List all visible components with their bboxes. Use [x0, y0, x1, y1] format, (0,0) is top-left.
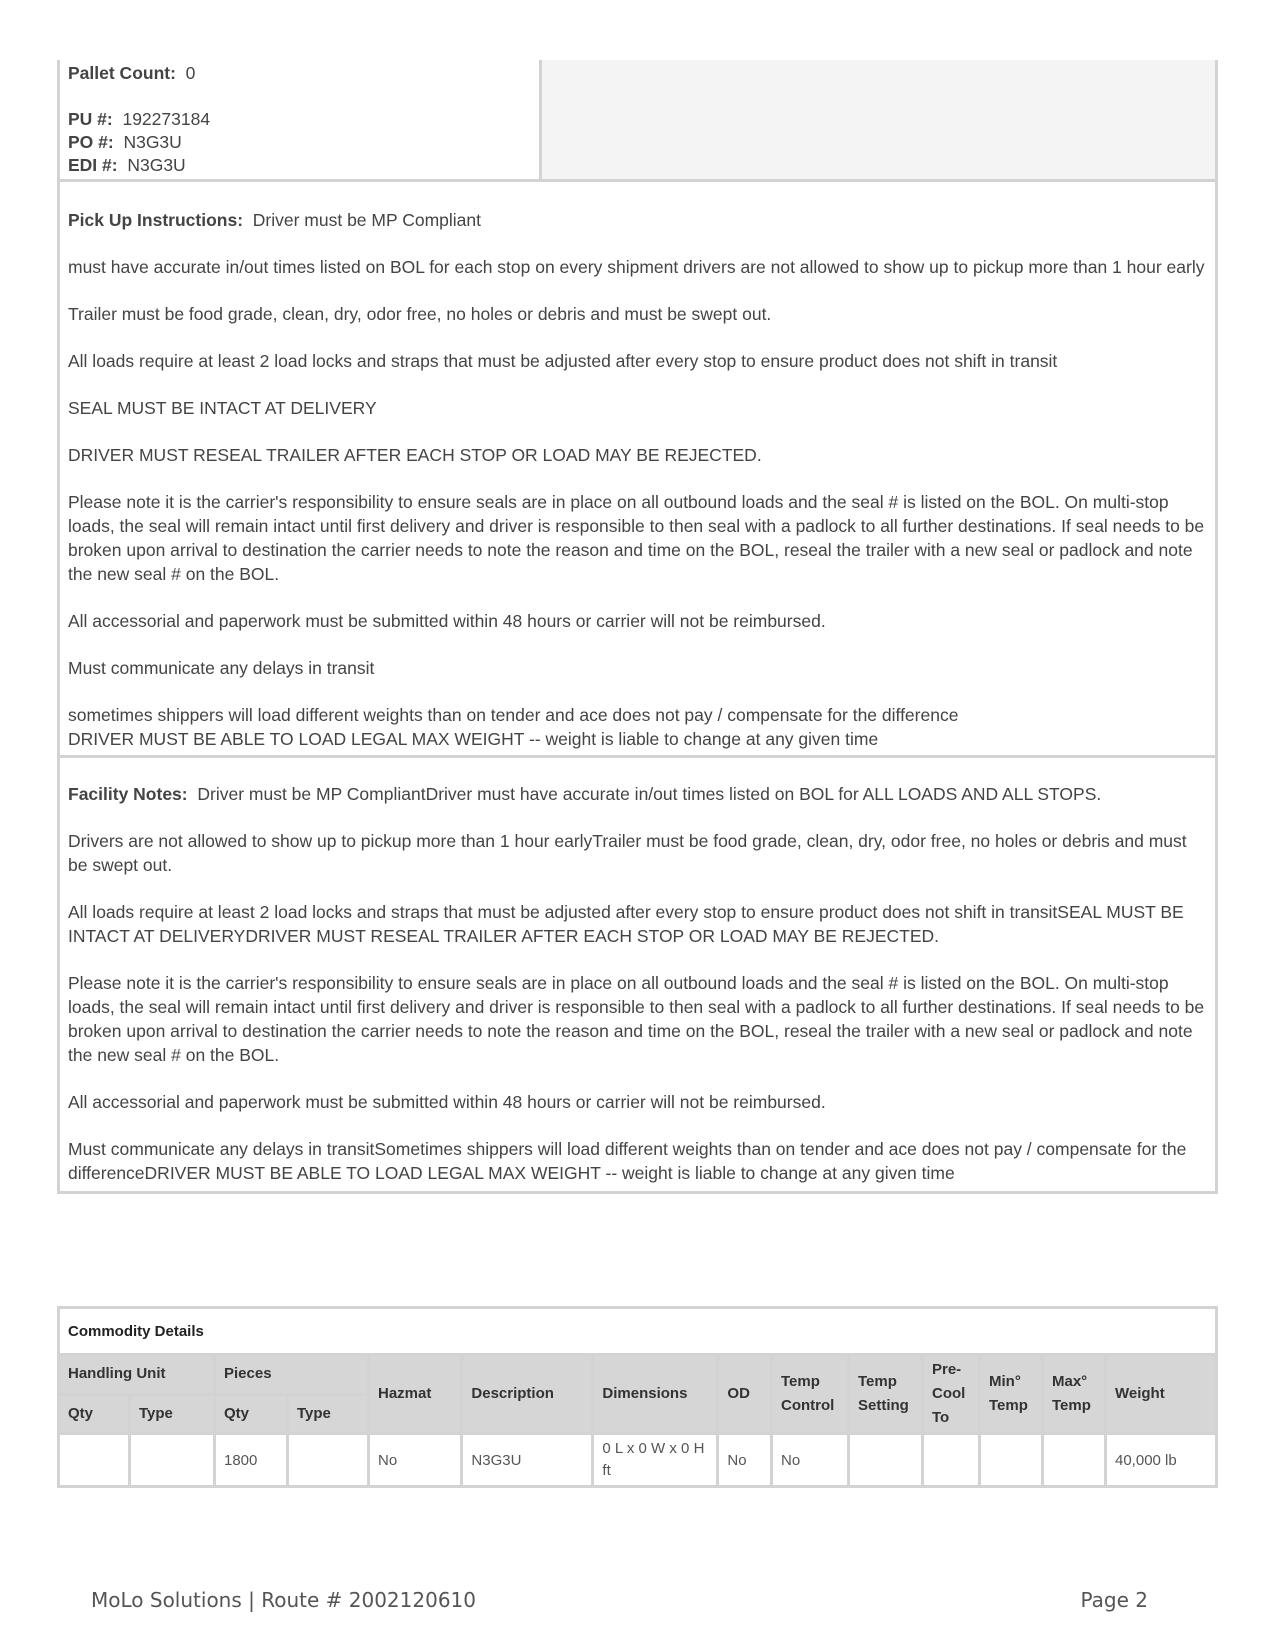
- handling-unit-qty-cell: [59, 1434, 130, 1487]
- pickup-last-paragraph: [68, 703, 1207, 751]
- dimensions-header: Dimensions: [593, 1355, 718, 1434]
- pickup-paragraph: Trailer must be food grade, clean, dry, odor free, no holes or debris and must be swept out.: [68, 304, 772, 324]
- dimensions-cell: 0 L x 0 W x 0 H ft: [593, 1434, 718, 1487]
- pickup-weight-note: sometimes shippers will load different weights than on tender and ace does not pay / compensate for the difference: [68, 705, 959, 725]
- temp-setting-cell: [849, 1434, 923, 1487]
- pickup-instructions-section: [60, 182, 1215, 758]
- shipment-details-box: [57, 60, 1218, 1194]
- od-cell: No: [718, 1434, 772, 1487]
- commodity-details-table: [57, 1306, 1218, 1488]
- pieces-qty-cell: 1800: [215, 1434, 288, 1487]
- weight-cell: 40,000 lb: [1106, 1434, 1217, 1487]
- commodity-details-title: Commodity Details: [59, 1308, 1217, 1355]
- handling-unit-header: Handling Unit: [59, 1355, 215, 1395]
- pickup-instructions-heading: [68, 208, 1207, 232]
- handling-unit-type-cell: [130, 1434, 215, 1487]
- po-number-line: [68, 131, 539, 154]
- pu-number-value: 192273184: [122, 109, 211, 129]
- reference-numbers-row: [60, 60, 1215, 182]
- hazmat-cell: No: [369, 1434, 462, 1487]
- facility-notes-section: [60, 758, 1215, 1191]
- edi-number-value: N3G3U: [127, 155, 186, 175]
- footer-route: MoLo Solutions | Route # 2002120610: [91, 1588, 476, 1612]
- facility-paragraph: Drivers are not allowed to show up to pickup more than 1 hour earlyTrailer must be food grade, clean, dry, odor free, no holes or debris and must be swept out.: [68, 831, 1187, 875]
- facility-notes-first-line: Driver must be MP CompliantDriver must have accurate in/out times listed on BOL for ALL LOADS AND ALL STOPS.: [197, 784, 1102, 804]
- max-temp-header: Max° Temp: [1043, 1355, 1106, 1434]
- pieces-header: Pieces: [215, 1355, 369, 1395]
- min-temp-cell: [980, 1434, 1043, 1487]
- pre-cool-to-header: Pre-Cool To: [923, 1355, 980, 1434]
- od-header: OD: [718, 1355, 772, 1434]
- pickup-instructions-label: Pick Up Instructions:: [68, 210, 244, 230]
- po-number-value: N3G3U: [123, 132, 182, 152]
- pallet-count-value: 0: [185, 63, 196, 83]
- max-temp-cell: [1043, 1434, 1106, 1487]
- footer-page-number: Page 2: [1080, 1588, 1148, 1612]
- facility-paragraph: All loads require at least 2 load locks and straps that must be adjusted after every stop to ensure product does not shift in transitSEAL MUST BE INTACT AT DELIVERYDRIVER MUST RESEAL TRAILER AFTER EACH STOP OR LOAD MAY BE REJECTED.: [68, 902, 1184, 946]
- facility-paragraph: Please note it is the carrier's responsibility to ensure seals are in place on all outbound loads and the seal # is listed on the BOL. On multi-stop loads, the seal will remain intact until first delivery and driver is responsible to then seal with a padlock to all further destinations. If seal needs to be broken upon arrival to destination the carrier needs to note the reason and time on the BOL, reseal the trailer with a new seal or padlock and note the new seal # on the BOL.: [68, 973, 1205, 1065]
- pickup-instructions-first-line: Driver must be MP Compliant: [252, 210, 481, 230]
- pieces-type-header: Type: [288, 1394, 369, 1434]
- handling-unit-type-header: Type: [130, 1394, 215, 1434]
- pickup-max-weight-note: DRIVER MUST BE ABLE TO LOAD LEGAL MAX WEIGHT -- weight is liable to change at any given time: [68, 729, 879, 749]
- pu-number-label: PU #:: [68, 109, 113, 129]
- pickup-paragraph: All accessorial and paperwork must be submitted within 48 hours or carrier will not be reimbursed.: [68, 611, 826, 631]
- temp-setting-header: Temp Setting: [849, 1355, 923, 1434]
- temp-control-header: Temp Control: [772, 1355, 849, 1434]
- reference-numbers: [60, 60, 542, 179]
- facility-paragraph: Must communicate any delays in transitSometimes shippers will load different weights than on tender and ace does not pay / compensate for the differenceDRIVER MUST BE ABLE TO LOAD LEGAL MAX WEIGHT -- weight is liable to change at any given time: [68, 1139, 1187, 1183]
- temp-control-cell: No: [772, 1434, 849, 1487]
- hazmat-header: Hazmat: [369, 1355, 462, 1434]
- pu-number-line: [68, 108, 539, 131]
- facility-paragraph: All accessorial and paperwork must be submitted within 48 hours or carrier will not be reimbursed.: [68, 1092, 826, 1112]
- pallet-count-label: Pallet Count:: [68, 63, 176, 83]
- facility-notes-label: Facility Notes:: [68, 784, 188, 804]
- pallet-count-line: [68, 62, 539, 85]
- description-header: Description: [462, 1355, 593, 1434]
- po-number-label: PO #:: [68, 132, 114, 152]
- facility-notes-heading: [68, 782, 1207, 806]
- edi-number-line: [68, 154, 539, 177]
- pickup-paragraph: SEAL MUST BE INTACT AT DELIVERY: [68, 398, 377, 418]
- pickup-paragraph: must have accurate in/out times listed on BOL for each stop on every shipment drivers are not allowed to show up to pickup more than 1 hour early: [68, 257, 1205, 277]
- pre-cool-to-cell: [923, 1434, 980, 1487]
- description-cell: N3G3U: [462, 1434, 593, 1487]
- pieces-qty-header: Qty: [215, 1394, 288, 1434]
- min-temp-header: Min° Temp: [980, 1355, 1043, 1434]
- table-row: [59, 1434, 1217, 1487]
- pickup-paragraph: DRIVER MUST RESEAL TRAILER AFTER EACH STOP OR LOAD MAY BE REJECTED.: [68, 445, 762, 465]
- edi-number-label: EDI #:: [68, 155, 118, 175]
- empty-panel: [542, 60, 1215, 179]
- pickup-paragraph: Please note it is the carrier's responsibility to ensure seals are in place on all outbound loads and the seal # is listed on the BOL. On multi-stop loads, the seal will remain intact until first delivery and driver is responsible to then seal with a padlock to all further destinations. If seal needs to be broken upon arrival to destination the carrier needs to note the reason and time on the BOL, reseal the trailer with a new seal or padlock and note the new seal # on the BOL.: [68, 492, 1205, 584]
- handling-unit-qty-header: Qty: [59, 1394, 130, 1434]
- pickup-paragraph: Must communicate any delays in transit: [68, 658, 375, 678]
- weight-header: Weight: [1106, 1355, 1217, 1434]
- pickup-paragraph: All loads require at least 2 load locks and straps that must be adjusted after every stop to ensure product does not shift in transit: [68, 351, 1058, 371]
- pieces-type-cell: [288, 1434, 369, 1487]
